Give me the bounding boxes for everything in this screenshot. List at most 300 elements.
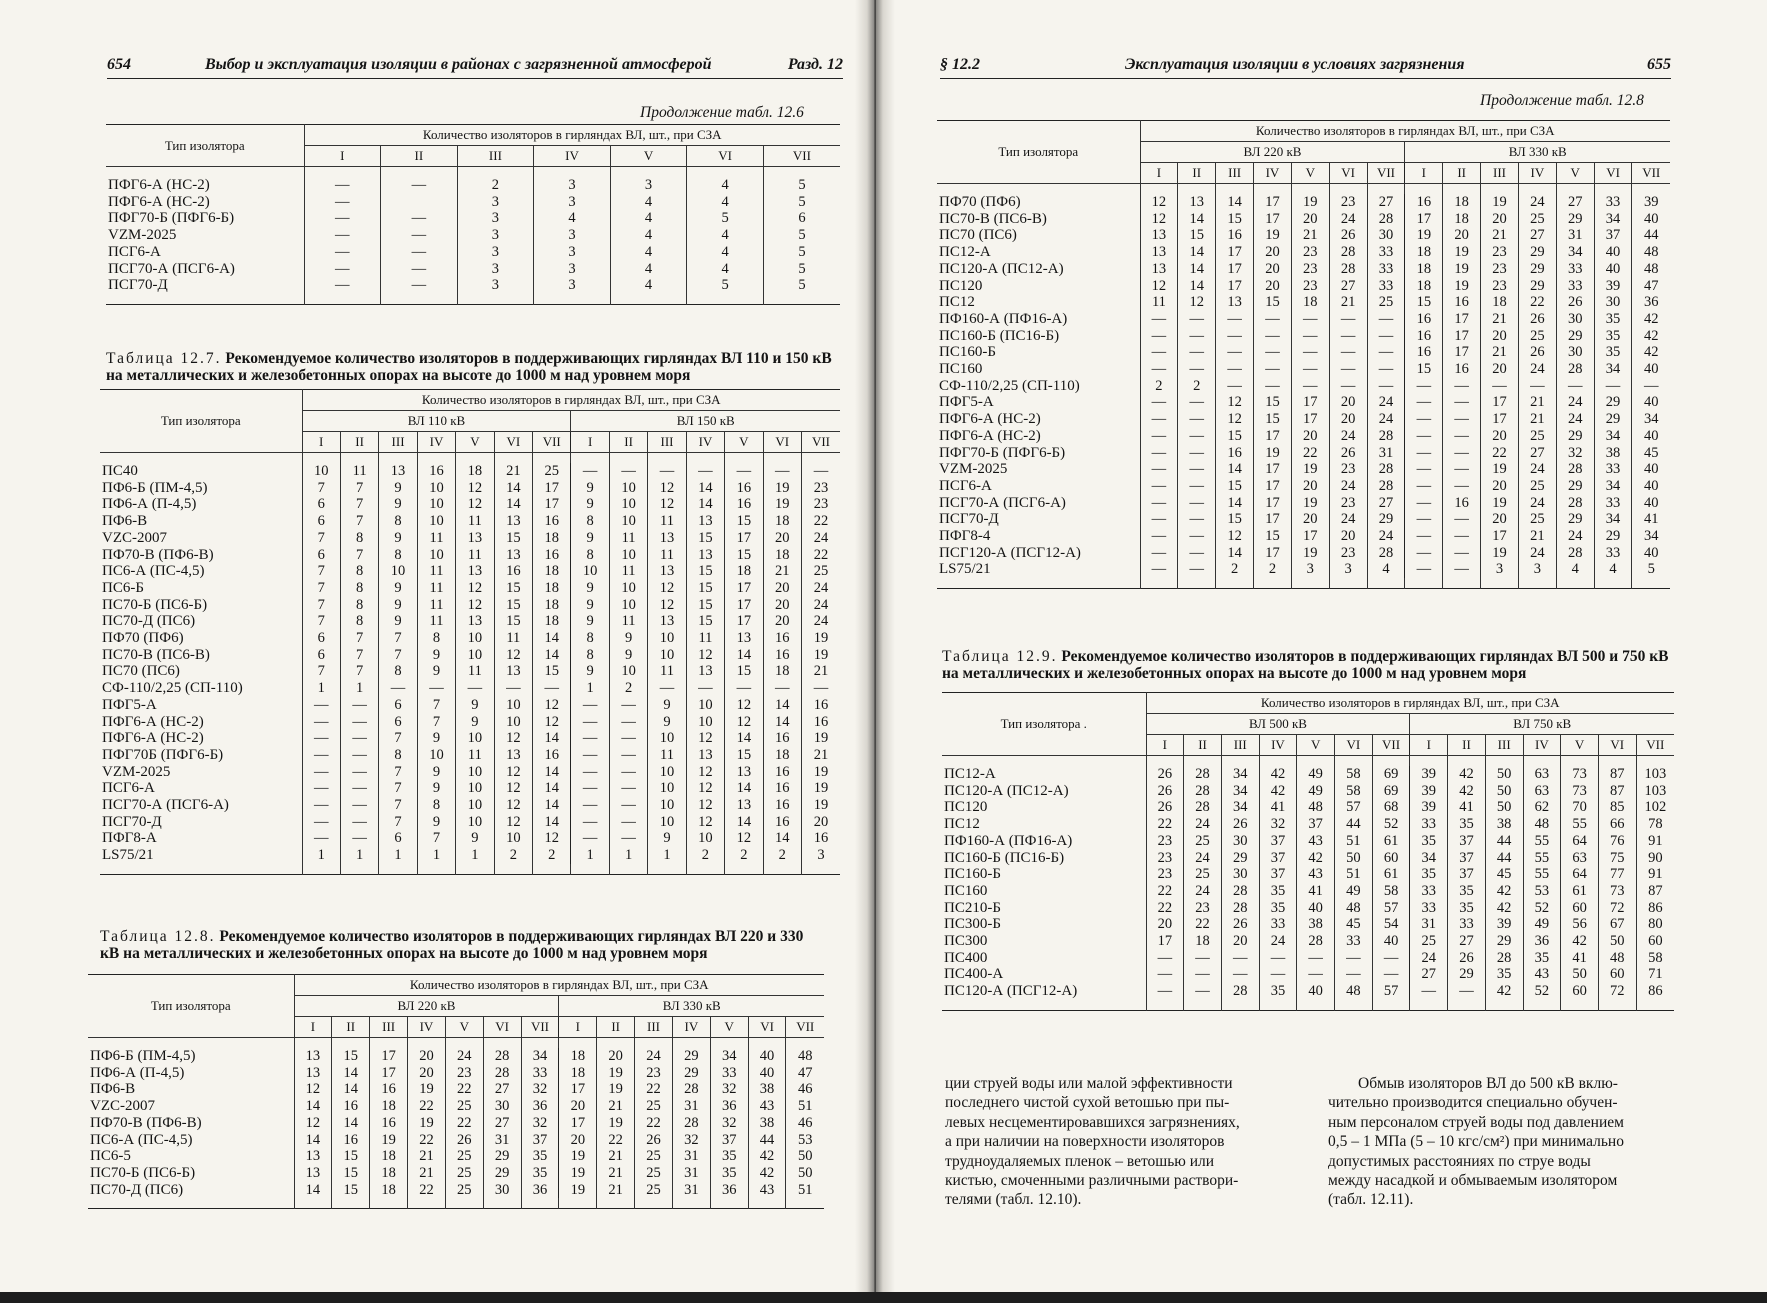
insulator-type: ПС120-А (ПС12-А) xyxy=(944,782,1069,799)
cell-value: 87 xyxy=(1598,766,1636,783)
cell-value: — xyxy=(302,747,340,764)
cell-value: — xyxy=(1178,361,1216,378)
cell-value: 22 xyxy=(408,1098,446,1115)
cell-value: 15 xyxy=(725,747,763,764)
group-header-330: ВЛ 330 кВ xyxy=(559,996,824,1017)
cell-value: 37 xyxy=(1594,227,1632,244)
cell-value: 17 xyxy=(1443,311,1481,328)
cell-value: 4 xyxy=(687,227,764,244)
cell-value: — xyxy=(1291,328,1329,345)
cell-value: — xyxy=(1443,511,1481,528)
cell-value: 16 xyxy=(763,780,801,797)
cell-value: 15 xyxy=(1216,478,1254,495)
cell-value: 50 xyxy=(1485,783,1523,800)
cell-value: 25 xyxy=(1518,328,1556,345)
cell-value: — xyxy=(1178,495,1216,512)
cell-value: 37 xyxy=(521,1132,559,1149)
cell-value: 14 xyxy=(725,780,763,797)
cell-value: 13 xyxy=(686,663,724,680)
cell-value: 14 xyxy=(1178,261,1216,278)
cell-value: 21 xyxy=(408,1148,446,1165)
level-header: II xyxy=(1448,735,1486,756)
cell-value: 12 xyxy=(494,647,532,664)
cell-value: 8 xyxy=(571,513,609,530)
cell-value: 58 xyxy=(1335,783,1373,800)
cell-value: — xyxy=(340,830,378,847)
cell-value: 15 xyxy=(1254,294,1292,311)
cell-value: 31 xyxy=(672,1165,710,1182)
cell-value: 32 xyxy=(521,1081,559,1098)
cell-value: — xyxy=(1443,445,1481,462)
cell-value: 2 xyxy=(1178,378,1216,395)
cell-value: 23 xyxy=(1329,495,1367,512)
table-row xyxy=(942,966,1674,983)
cell-value: 5 xyxy=(687,210,764,227)
cell-value: 20 xyxy=(1254,244,1292,261)
cell-value: — xyxy=(725,463,763,480)
cell-value: 26 xyxy=(445,1132,483,1149)
cell-value: — xyxy=(1291,311,1329,328)
cell-value: — xyxy=(304,261,381,278)
cell-value: 41 xyxy=(1259,799,1297,816)
cell-value: 50 xyxy=(1485,766,1523,783)
level-header: IV xyxy=(1254,163,1292,184)
cell-value: 14 xyxy=(1178,244,1216,261)
cell-value: 24 xyxy=(1184,883,1222,900)
cell-value: 22 xyxy=(1518,294,1556,311)
table-row xyxy=(937,278,1670,295)
table-row xyxy=(937,261,1670,278)
table-row xyxy=(942,933,1674,950)
cell-value: 12 xyxy=(725,830,763,847)
cell-value: 91 xyxy=(1636,833,1674,850)
insulator-type: ПС160 xyxy=(944,882,988,899)
cell-value: 10 xyxy=(686,697,724,714)
cell-value: 35 xyxy=(1485,966,1523,983)
insulator-type: ПФГ8-4 xyxy=(939,528,991,545)
cell-value: 12 xyxy=(648,480,686,497)
cell-value: 19 xyxy=(763,480,801,497)
cell-value: 28 xyxy=(1221,883,1259,900)
cell-value: 14 xyxy=(725,730,763,747)
cell-value: 35 xyxy=(521,1148,559,1165)
cell-value: — xyxy=(1443,478,1481,495)
cell-value: 23 xyxy=(1146,866,1184,883)
level-header: VII xyxy=(1367,163,1405,184)
cell-value: 10 xyxy=(609,663,647,680)
cell-value: — xyxy=(1216,311,1254,328)
cell-value: 7 xyxy=(302,530,340,547)
cell-value: 31 xyxy=(1556,227,1594,244)
cell-value: — xyxy=(1254,378,1292,395)
caption-label: Таблица 12.7. xyxy=(106,350,222,367)
cell-value: 34 xyxy=(1594,478,1632,495)
cell-value: 20 xyxy=(559,1132,597,1149)
level-header: VII xyxy=(786,1017,824,1038)
cell-value: 22 xyxy=(1184,916,1222,933)
cell-value: 13 xyxy=(648,613,686,630)
cell-value: — xyxy=(1146,966,1184,983)
cell-value: 58 xyxy=(1636,950,1674,967)
cell-value: 40 xyxy=(1594,244,1632,261)
cell-value: 36 xyxy=(710,1182,748,1199)
cell-value: 57 xyxy=(1372,983,1410,1000)
cell-value: — xyxy=(1184,966,1222,983)
cell-value: 72 xyxy=(1598,983,1636,1000)
cell-value: 7 xyxy=(417,830,455,847)
cell-value: 52 xyxy=(1523,983,1561,1000)
cell-value: 53 xyxy=(786,1132,824,1149)
cell-value: 22 xyxy=(1291,445,1329,462)
cell-value: 3 xyxy=(457,277,534,294)
cell-value: 26 xyxy=(1329,445,1367,462)
cell-value: 39 xyxy=(1410,799,1448,816)
cell-value: 28 xyxy=(1367,461,1405,478)
cell-value: 12 xyxy=(494,814,532,831)
cell-value: 20 xyxy=(408,1065,446,1082)
cell-value: 1 xyxy=(379,847,417,864)
cell-value: 18 xyxy=(1405,261,1443,278)
group-header-750: ВЛ 750 кВ xyxy=(1410,714,1674,735)
cell-value: 64 xyxy=(1561,866,1599,883)
left-page-number: 654 xyxy=(107,56,131,73)
cell-value: 17 xyxy=(1254,545,1292,562)
cell-value: 12 xyxy=(294,1115,332,1132)
cell-value: 35 xyxy=(1594,328,1632,345)
cell-value: 22 xyxy=(1481,445,1519,462)
cell-value: 31 xyxy=(672,1182,710,1199)
cell-value: 43 xyxy=(1523,966,1561,983)
level-header: IV xyxy=(672,1017,710,1038)
cell-value: — xyxy=(801,463,840,480)
cell-value: 5 xyxy=(763,261,840,278)
cell-value: 19 xyxy=(1443,261,1481,278)
cell-value: 13 xyxy=(494,513,532,530)
cell-value: 11 xyxy=(417,580,455,597)
cell-value: — xyxy=(686,463,724,480)
cell-value: 27 xyxy=(1367,495,1405,512)
cell-value: 35 xyxy=(710,1165,748,1182)
cell-value: 20 xyxy=(1481,328,1519,345)
cell-value: — xyxy=(648,463,686,480)
cell-value: 4 xyxy=(1594,561,1632,578)
table-12-8 xyxy=(88,974,824,1209)
cell-value: — xyxy=(1556,378,1594,395)
cell-value: — xyxy=(1178,394,1216,411)
cell-value: 38 xyxy=(1297,916,1335,933)
col-header-type: Тип изолятора . xyxy=(942,693,1146,756)
cell-value: 34 xyxy=(1221,766,1259,783)
cell-value: — xyxy=(1254,361,1292,378)
left-header-section: Разд. 12 xyxy=(787,56,843,73)
cell-value: 33 xyxy=(1448,916,1486,933)
cell-value: 20 xyxy=(763,597,801,614)
cell-value: 85 xyxy=(1598,799,1636,816)
text-line: левых несцементировавшихся загрязнениях, xyxy=(945,1113,1240,1131)
cell-value: 7 xyxy=(379,764,417,781)
cell-value: 103 xyxy=(1636,783,1674,800)
cell-value: 24 xyxy=(1367,394,1405,411)
insulator-type: ПС120 xyxy=(939,277,983,294)
cell-value: 13 xyxy=(294,1148,332,1165)
cell-value: 9 xyxy=(571,496,609,513)
cell-value: 11 xyxy=(686,630,724,647)
table-row xyxy=(937,244,1670,261)
insulator-type: ПСГ70-А (ПСГ6-А) xyxy=(102,797,229,814)
cell-value: 18 xyxy=(763,513,801,530)
cell-value: 36 xyxy=(1523,933,1561,950)
cell-value: 9 xyxy=(571,613,609,630)
cell-value: — xyxy=(379,680,417,697)
cell-value: 61 xyxy=(1372,866,1410,883)
cell-value: 1 xyxy=(571,680,609,697)
cell-value: 7 xyxy=(340,547,378,564)
insulator-type: ПФГ70-Б (ПФГ6-Б) xyxy=(108,210,235,227)
cell-value: 15 xyxy=(332,1148,370,1165)
table-row xyxy=(937,461,1670,478)
cell-value: 23 xyxy=(801,496,840,513)
insulator-type: ПС70-В (ПС6-В) xyxy=(102,646,210,663)
table-row xyxy=(106,194,840,211)
table-row xyxy=(88,1048,824,1065)
cell-value: — xyxy=(1184,983,1222,1000)
cell-value: 31 xyxy=(483,1132,521,1149)
cell-value: 60 xyxy=(1598,966,1636,983)
cell-value: 15 xyxy=(1254,394,1292,411)
cell-value: — xyxy=(456,680,494,697)
cell-value: 27 xyxy=(1448,933,1486,950)
cell-value: 48 xyxy=(1335,983,1373,1000)
cell-value: 61 xyxy=(1561,883,1599,900)
cell-value: 14 xyxy=(494,480,532,497)
level-header: V xyxy=(1291,163,1329,184)
cell-value: 14 xyxy=(332,1065,370,1082)
group-header-330: ВЛ 330 кВ xyxy=(1405,142,1670,163)
cell-value: 29 xyxy=(1485,933,1523,950)
cell-value: 50 xyxy=(1485,799,1523,816)
cell-value: 21 xyxy=(1518,394,1556,411)
cell-value: 11 xyxy=(648,513,686,530)
cell-value: 3 xyxy=(457,227,534,244)
table-row xyxy=(100,530,840,547)
cell-value: 31 xyxy=(1367,445,1405,462)
cell-value: — xyxy=(302,780,340,797)
cell-value: — xyxy=(1140,445,1178,462)
cell-value: 48 xyxy=(1523,816,1561,833)
insulator-type: ПСГ70-А (ПСГ6-А) xyxy=(108,260,235,277)
cell-value: 17 xyxy=(533,480,571,497)
cell-value: 24 xyxy=(1556,411,1594,428)
cell-value: 13 xyxy=(1140,227,1178,244)
cell-value: 11 xyxy=(1140,294,1178,311)
cell-value: 29 xyxy=(672,1065,710,1082)
cell-value: 42 xyxy=(1485,983,1523,1000)
cell-value: 25 xyxy=(1518,211,1556,228)
cell-value: 16 xyxy=(533,547,571,564)
cell-value: 1 xyxy=(417,847,455,864)
cell-value: 15 xyxy=(494,580,532,597)
level-header: II xyxy=(609,432,647,453)
cell-value: 14 xyxy=(533,797,571,814)
cell-value: 9 xyxy=(379,480,417,497)
cell-value: — xyxy=(1443,545,1481,562)
cell-value: — xyxy=(1178,545,1216,562)
insulator-type: ПС70 (ПС6) xyxy=(102,663,180,680)
cell-value: 19 xyxy=(801,647,840,664)
cell-value: 20 xyxy=(1221,933,1259,950)
cell-value: 42 xyxy=(1485,900,1523,917)
cell-value: — xyxy=(1178,478,1216,495)
cell-value: 24 xyxy=(801,613,840,630)
cell-value: — xyxy=(1140,511,1178,528)
cell-value: 86 xyxy=(1636,983,1674,1000)
cell-value: 24 xyxy=(1410,950,1448,967)
cell-value: 15 xyxy=(332,1165,370,1182)
insulator-type: ПСГ70-А (ПСГ6-А) xyxy=(939,494,1066,511)
cell-value: 14 xyxy=(332,1115,370,1132)
level-header: I xyxy=(1410,735,1448,756)
cell-value: 14 xyxy=(533,764,571,781)
cell-value: 33 xyxy=(1335,933,1373,950)
cell-value: 42 xyxy=(1259,766,1297,783)
col-header-type: Тип изолятора xyxy=(100,390,302,453)
table-row xyxy=(106,244,840,261)
cell-value: 6 xyxy=(763,210,840,227)
cell-value: — xyxy=(1405,511,1443,528)
cell-value: — xyxy=(1254,311,1292,328)
insulator-type: ПФ6-В xyxy=(90,1081,136,1098)
cell-value: 18 xyxy=(1405,244,1443,261)
cell-value: 5 xyxy=(763,177,840,194)
cell-value: 23 xyxy=(1329,194,1367,211)
insulator-type: СФ-110/2,25 (СП-110) xyxy=(939,377,1080,394)
cell-value: 19 xyxy=(597,1065,635,1082)
cell-value: 8 xyxy=(571,647,609,664)
level-header: I xyxy=(302,432,340,453)
table-row xyxy=(937,495,1670,512)
body-text-column-1 xyxy=(945,1074,1295,1210)
cell-value: 7 xyxy=(379,814,417,831)
cell-value: — xyxy=(1367,378,1405,395)
cell-value: — xyxy=(1329,328,1367,345)
cell-value: 11 xyxy=(609,563,647,580)
cell-value: 17 xyxy=(1254,428,1292,445)
cell-value: 25 xyxy=(445,1098,483,1115)
cell-value: 26 xyxy=(1146,766,1184,783)
cell-value: 19 xyxy=(1481,461,1519,478)
cell-value: 48 xyxy=(1598,950,1636,967)
cell-value: 16 xyxy=(1405,344,1443,361)
cell-value: 20 xyxy=(1329,411,1367,428)
cell-value: 13 xyxy=(648,563,686,580)
cell-value: 24 xyxy=(1184,816,1222,833)
cell-value: — xyxy=(1259,966,1297,983)
level-header: III xyxy=(379,432,417,453)
cell-value: 16 xyxy=(801,697,840,714)
cell-value: 19 xyxy=(801,630,840,647)
cell-value: 7 xyxy=(302,580,340,597)
level-header: V xyxy=(445,1017,483,1038)
cell-value: 37 xyxy=(1297,816,1335,833)
insulator-type: ПС6-Б xyxy=(102,579,144,596)
cell-value: 7 xyxy=(417,697,455,714)
table-row xyxy=(937,211,1670,228)
cell-value: 26 xyxy=(1221,916,1259,933)
table-row xyxy=(106,277,840,294)
cell-value: 10 xyxy=(417,513,455,530)
cell-value: 16 xyxy=(1443,495,1481,512)
cell-value: 19 xyxy=(1291,461,1329,478)
cell-value: 9 xyxy=(417,663,455,680)
cell-value: 21 xyxy=(494,463,532,480)
cell-value: 21 xyxy=(597,1165,635,1182)
cell-value: 58 xyxy=(1335,766,1373,783)
cell-value: 20 xyxy=(1146,916,1184,933)
table-row xyxy=(937,311,1670,328)
cell-value: 50 xyxy=(1335,850,1373,867)
cell-value: 10 xyxy=(456,814,494,831)
insulator-type: VZC-2007 xyxy=(102,529,167,546)
cell-value: 37 xyxy=(710,1132,748,1149)
table-row xyxy=(942,783,1674,800)
cell-value: 20 xyxy=(1329,394,1367,411)
level-header: I xyxy=(1146,735,1184,756)
level-header: III xyxy=(370,1017,408,1038)
cell-value: 21 xyxy=(597,1098,635,1115)
insulator-type: ПС160-Б (ПС16-Б) xyxy=(939,327,1060,344)
cell-value: 3 xyxy=(534,261,611,278)
cell-value: 18 xyxy=(1443,194,1481,211)
cell-value: 87 xyxy=(1598,783,1636,800)
cell-value: 9 xyxy=(417,730,455,747)
cell-value: — xyxy=(340,764,378,781)
cell-value: 23 xyxy=(1146,833,1184,850)
table-row xyxy=(937,194,1670,211)
insulator-type: ПС300 xyxy=(944,933,988,950)
cell-value: — xyxy=(1140,328,1178,345)
cell-value: 24 xyxy=(445,1048,483,1065)
cell-value: 8 xyxy=(571,630,609,647)
cell-value: 21 xyxy=(1481,311,1519,328)
cell-value: 24 xyxy=(635,1048,673,1065)
level-header: III xyxy=(1485,735,1523,756)
cell-value: — xyxy=(1335,966,1373,983)
cell-value: 30 xyxy=(1594,294,1632,311)
cell-value: 18 xyxy=(370,1165,408,1182)
cell-value: 25 xyxy=(801,563,840,580)
cell-value: 26 xyxy=(1518,311,1556,328)
text-line: между насадкой и обмываемым изолятором xyxy=(1328,1172,1618,1190)
cell-value: 11 xyxy=(456,747,494,764)
cell-value: 4 xyxy=(687,244,764,261)
level-header: VI xyxy=(763,432,801,453)
cell-value: 10 xyxy=(648,647,686,664)
cell-value: 20 xyxy=(801,814,840,831)
cell-value: 23 xyxy=(1329,461,1367,478)
insulator-type: ПСГ6-А xyxy=(102,780,155,797)
cell-value: 3 xyxy=(457,194,534,211)
cell-value: 28 xyxy=(1221,900,1259,917)
cell-value: 15 xyxy=(1216,511,1254,528)
level-header: VI xyxy=(494,432,532,453)
insulator-type: ПФГ6-А (НС-2) xyxy=(939,427,1041,444)
table-row xyxy=(100,797,840,814)
cell-value: 39 xyxy=(1485,916,1523,933)
cell-value: — xyxy=(1216,344,1254,361)
cell-value: 9 xyxy=(456,830,494,847)
cell-value: — xyxy=(1178,445,1216,462)
cell-value: 20 xyxy=(1329,528,1367,545)
